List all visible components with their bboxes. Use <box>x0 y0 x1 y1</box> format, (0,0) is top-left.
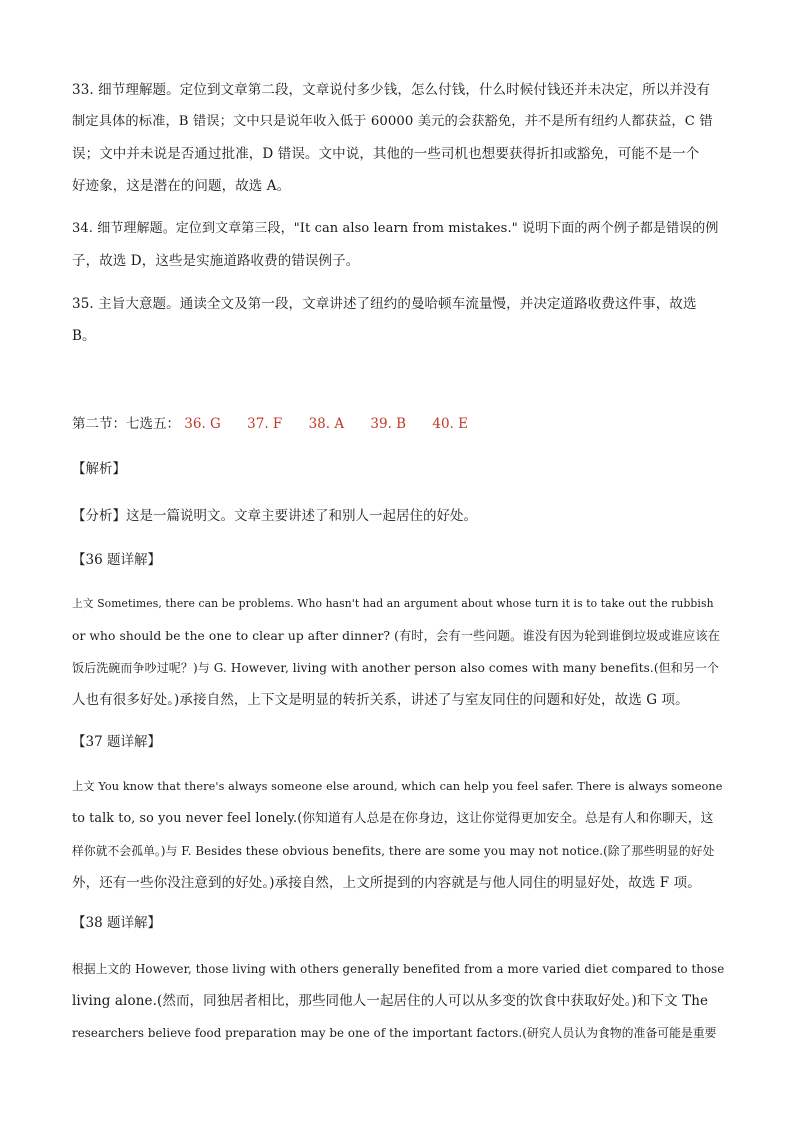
text-line: 上文 Sometimes, there can be problems. Who hasn't had an argument about whose turn it is to take out the rubbish <box>72 597 714 610</box>
heading-q37: 【37 题详解】 <box>72 734 161 750</box>
text-line: 35. 主旨大意题。通读全文及第一段，文章讲述了纽约的曼哈顿车流量慢，并决定道路收费这件事，故选 <box>72 296 697 312</box>
analysis-text: 【分析】这是一篇说明文。文章主要讲述了和别人一起居住的好处。 <box>72 508 477 524</box>
text-line: living alone.(然而，同独居者相比，那些同他人一起居住的人可以从多变的饮食中获取好处。)和下文 The <box>72 993 709 1009</box>
paragraph-q34 <box>72 213 724 277</box>
section2-answers <box>72 414 490 434</box>
text-line: B。 <box>72 328 96 344</box>
answer-37: 37. F <box>247 416 283 432</box>
text-line: 外，还有一些你没注意到的好处。)承接自然，上文所提到的内容就是与他人同住的明显好处，故选 F 项。 <box>72 875 701 891</box>
text-line: 制定具体的标准，B 错误；文中只是说年收入低于 60000 美元的会获豁免，并不是所有纽约人都获益，C 错 <box>72 114 713 129</box>
text-line: 34. 细节理解题。定位到文章第三段，"It can also learn from mistakes." 说明下面的两个例子都是错误的例 <box>72 221 719 236</box>
text-line: 误；文中并未说是否通过批准，D 错误。文中说，其他的一些司机也想要获得折扣或豁免，可能不是一个 <box>72 146 700 162</box>
text-line: 子，故选 D，这些是实施道路收费的错误例子。 <box>72 253 360 269</box>
text-line: or who should be the one to clear up after dinner? (有时，会有一些问题。谁没有因为轮到谁倒垃圾或谁应该在 <box>72 629 721 643</box>
text-line: to talk to, so you never feel lonely.(你知道有人总是在你身边，这让你觉得更加安全。总是有人和你聊天，这 <box>72 811 714 826</box>
heading-jiexi: 【解析】 <box>72 461 126 477</box>
text-line: 根据上文的 However, those living with others generally benefited from a more varied diet compared to those <box>72 962 725 976</box>
paragraph-q33 <box>72 74 724 202</box>
heading-q36: 【36 题详解】 <box>72 552 161 568</box>
text-line: 样你就不会孤单。)与 F. Besides these obvious benefits, there are some you may not notice.(除了那些明显的好处 <box>72 844 715 858</box>
paragraph-q36 <box>72 588 724 716</box>
text-line: 饭后洗碗而争吵过呢？)与 G. However, living with another person also comes with many benefits.(但和另一个 <box>72 661 720 675</box>
text-line: 好迹象，这是潜在的问题，故选 A。 <box>72 178 291 194</box>
text-line: 上文 You know that there's always someone else around, which can help you feel safer. There is always someone <box>72 780 723 793</box>
answer-39: 39. B <box>370 416 407 432</box>
paragraph-q38 <box>72 953 724 1049</box>
answer-36: 36. G <box>184 416 221 432</box>
heading-q38: 【38 题详解】 <box>72 915 161 931</box>
answer-38: 38. A <box>308 416 345 432</box>
paragraph-q37 <box>72 771 724 899</box>
text-line: 33. 细节理解题。定位到文章第二段，文章说付多少钱，怎么付钱，什么时候付钱还并未决定，所以并没有 <box>72 82 711 98</box>
text-line: researchers believe food preparation may be one of the important factors.(研究人员认为食物的准备可能是重要 <box>72 1026 717 1040</box>
answer-40: 40. E <box>432 416 468 432</box>
text-line: 人也有很多好处。)承接自然，上下文是明显的转折关系，讲述了与室友同住的问题和好处，故选 G 项。 <box>72 692 689 708</box>
section2-label: 第二节：七选五： <box>72 416 180 432</box>
paragraph-q35 <box>72 288 724 352</box>
